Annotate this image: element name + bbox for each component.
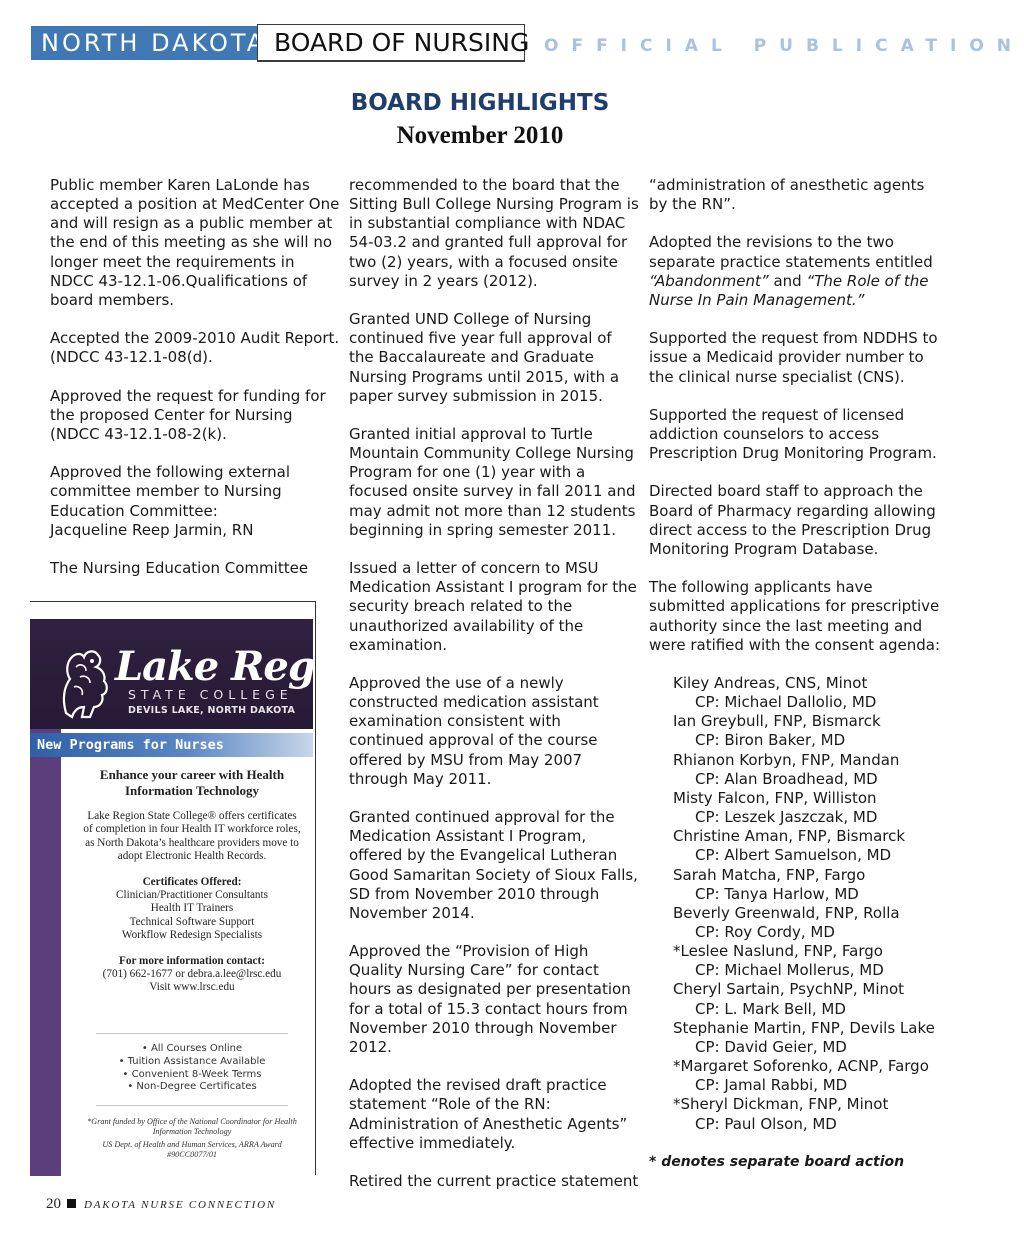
ad-description: Lake Region State College® offers certificates of completion in four Health IT workforce roles, as North Dakota’s healthcare providers move to adopt Electronic Health Records. (83, 810, 301, 863)
ad-contact-title: For more information contact: (119, 954, 265, 967)
page-footer (46, 1196, 276, 1213)
paragraph (649, 233, 941, 310)
paragraph: The following applicants have submitted applications for prescriptive authority since the last meeting and were ratified with the consent agenda: (649, 578, 941, 654)
text-run: Adopted the revisions to the two separate practice statements entitled (649, 233, 933, 271)
paragraph: Issued a letter of concern to MSU Medication Assistant I program for the security breach related to the unauthorized availability of the examination. (349, 559, 637, 654)
masthead-divider (257, 60, 525, 62)
paragraph: Retired the current practice statement (349, 1172, 639, 1190)
ad-cert-title: Certificates Offered: (142, 875, 242, 888)
ad-new-programs-banner: New Programs for Nurses (30, 733, 313, 757)
paragraph: Supported the request from NDDHS to issue a Medicaid provider number to the clinical nurse specialist (CNS). (649, 329, 938, 386)
publication-name: DAKOTA NURSE CONNECTION (84, 1199, 276, 1211)
applicant-cp: CP: Michael Dallolio, MD (695, 693, 877, 712)
square-bullet-icon (67, 1199, 76, 1208)
ad-bullet: • All Courses Online (141, 1043, 243, 1054)
lion-crest-icon (56, 647, 114, 719)
ad-bullet: • Non-Degree Certificates (127, 1081, 257, 1093)
ad-divider (96, 1033, 288, 1034)
applicant-name: *Sheryl Dickman, FNP, Minot (673, 1095, 889, 1114)
advertisement-lake-region[interactable] (30, 601, 383, 1175)
column-3 (649, 176, 941, 1172)
ad-college-label: STATE COLLEGE (128, 687, 293, 702)
ad-cert-list: Clinician/Practitioner Consultants Health IT Trainers Technical Software Support Workflow Redesign Specialists (116, 889, 268, 942)
title-role-of-nurse: “The Role of the Nurse In Pain Management.” (649, 271, 929, 309)
ad-grant-note: *Grant funded by Office of the National Coordinator for Health Information Technology (87, 1117, 297, 1136)
paragraph: Granted initial approval to Turtle Mountain Community College Nursing Program for one (1) year with a focused onsite survey in fall 2011 and may admit not more than 12 students beginning in spring semester 2011. (349, 425, 636, 539)
masthead-state: NORTH DAKOTA (31, 26, 257, 60)
paragraph: Public member Karen LaLonde has accepted a position at MedCenter One and will resign as a public member at the end of this meeting as she will no longer meet the requirements in NDCC 43-12.1-06.Qualifications of board members. (50, 176, 340, 309)
paragraph: Granted UND College of Nursing continued five year full approval of the Baccalaureate and Graduate Nursing Programs until 2015, with a paper survey submission in 2015. (349, 310, 620, 405)
applicant-list (649, 674, 941, 1134)
page-date: November 2010 (396, 122, 564, 149)
masthead-official-publication: OFFICIAL PUBLICATION (544, 36, 1024, 56)
applicant-name: Rhianon Korbyn, FNP, Mandan (673, 750, 900, 769)
ad-award-note: US Dept. of Health and Human Services, ARRA Award #90CC0077/01 (102, 1140, 282, 1159)
applicant-cp: CP: L. Mark Bell, MD (695, 999, 846, 1018)
ad-logo-banner (30, 619, 383, 729)
applicant-name: Ian Greybull, FNP, Bismarck (673, 712, 881, 731)
paragraph: Approved the request for funding for the proposed Center for Nursing (NDCC 43-12.1-08-2(k). (50, 386, 326, 443)
applicant-name: Stephanie Martin, FNP, Devils Lake (673, 1018, 935, 1037)
masthead-board: BOARD OF NURSING (257, 24, 525, 61)
paragraph: Approved the use of a newly constructed medication assistant examination consistent with continued approval of the course offered by MSU from May 2007 through May 2011. (349, 674, 599, 788)
ad-divider (96, 1105, 288, 1106)
footnote: * denotes separate board action (649, 1153, 905, 1170)
applicant-name: Misty Falcon, FNP, Williston (673, 788, 877, 807)
column-2 (349, 176, 639, 1210)
title-abandonment: “Abandonment” (649, 271, 769, 290)
paragraph: Approved the following external committee member to Nursing Education Committee: Jacqueline Reep Jarmin, RN (50, 463, 291, 539)
ad-headline: Enhance your career with Health Information Technology (99, 767, 285, 798)
ad-logo-text: Lake Region (115, 643, 383, 690)
page-number: 20 (46, 1196, 61, 1212)
page-title: BOARD HIGHLIGHTS (350, 90, 610, 116)
text-run: and (768, 271, 807, 290)
ad-contact-info[interactable]: (701) 662-1677 or debra.a.lee@lrsc.edu Visit www.lrsc.edu (102, 968, 282, 994)
paragraph: Accepted the 2009-2010 Audit Report. (NDCC 43-12.1-08(d). (50, 329, 340, 367)
applicant-cp: CP: Alan Broadhead, MD (695, 769, 878, 788)
paragraph: Supported the request of licensed addiction counselors to access Prescription Drug Monitoring Program. (649, 405, 937, 463)
ad-location: DEVILS LAKE, NORTH DAKOTA (128, 705, 296, 716)
applicant-cp: CP: Roy Cordy, MD (695, 923, 835, 941)
column-1 (50, 176, 340, 597)
ad-bullet: • Convenient 8-Week Terms (122, 1068, 262, 1080)
applicant-cp: CP: Leszek Jaszczak, MD (695, 808, 878, 827)
applicant-cp: CP: David Geier, MD (695, 1037, 847, 1056)
paragraph: The Nursing Education Committee (50, 559, 309, 578)
ad-certificates (82, 876, 302, 943)
paragraph: Adopted the revised draft practice statement “Role of the RN: Administration of Anesthetic Agents” effective immediately. (349, 1076, 628, 1152)
ad-body (82, 767, 302, 1007)
applicant-name: *Leslee Naslund, FNP, Fargo (673, 942, 883, 961)
paragraph: “administration of anesthetic agents by the RN”. (649, 176, 925, 214)
ad-contact (82, 955, 302, 995)
applicant-cp: CP: Michael Mollerus, MD (695, 961, 884, 980)
applicant-name: Beverly Greenwald, FNP, Rolla (673, 903, 900, 922)
applicant-name: Kiley Andreas, CNS, Minot (673, 673, 868, 692)
paragraph: recommended to the board that the Sitting Bull College Nursing Program is in substantial compliance with NDAC 54-03.2 and granted full approval for two (2) years, with a focused onsite survey in 2 years (2012). (349, 176, 639, 290)
applicant-cp: CP: Tanya Harlow, MD (695, 884, 859, 903)
paragraph: Approved the “Provision of High Quality Nursing Care” for contact hours as designated per presentation for a total of 15.3 contact hours from November 2010 through November 2012. (349, 942, 631, 1056)
applicant-name: Sarah Matcha, FNP, Fargo (673, 865, 866, 884)
applicant-cp: CP: Jamal Rabbi, MD (695, 1076, 848, 1095)
applicant-cp: CP: Albert Samuelson, MD (695, 846, 892, 865)
ad-fine-print (82, 1117, 302, 1160)
applicant-name: Christine Aman, FNP, Bismarck (673, 827, 906, 846)
paragraph: Granted continued approval for the Medication Assistant I Program, offered by the Evangelical Lutheran Good Samaritan Society of Sioux Falls, SD from November 2010 through November 2014. (349, 808, 638, 922)
applicant-name: *Margaret Soforenko, ACNP, Fargo (673, 1057, 929, 1076)
applicant-name: Cheryl Sartain, PsychNP, Minot (673, 980, 905, 999)
applicant-cp: CP: Biron Baker, MD (695, 731, 846, 750)
applicant-cp: CP: Paul Olson, MD (695, 1114, 837, 1133)
ad-bullet: • Tuition Assistance Available (118, 1055, 266, 1067)
ad-bullet-list (82, 1043, 302, 1094)
paragraph: Directed board staff to approach the Board of Pharmacy regarding allowing direct access to the Prescription Drug Monitoring Program Database. (649, 482, 936, 558)
